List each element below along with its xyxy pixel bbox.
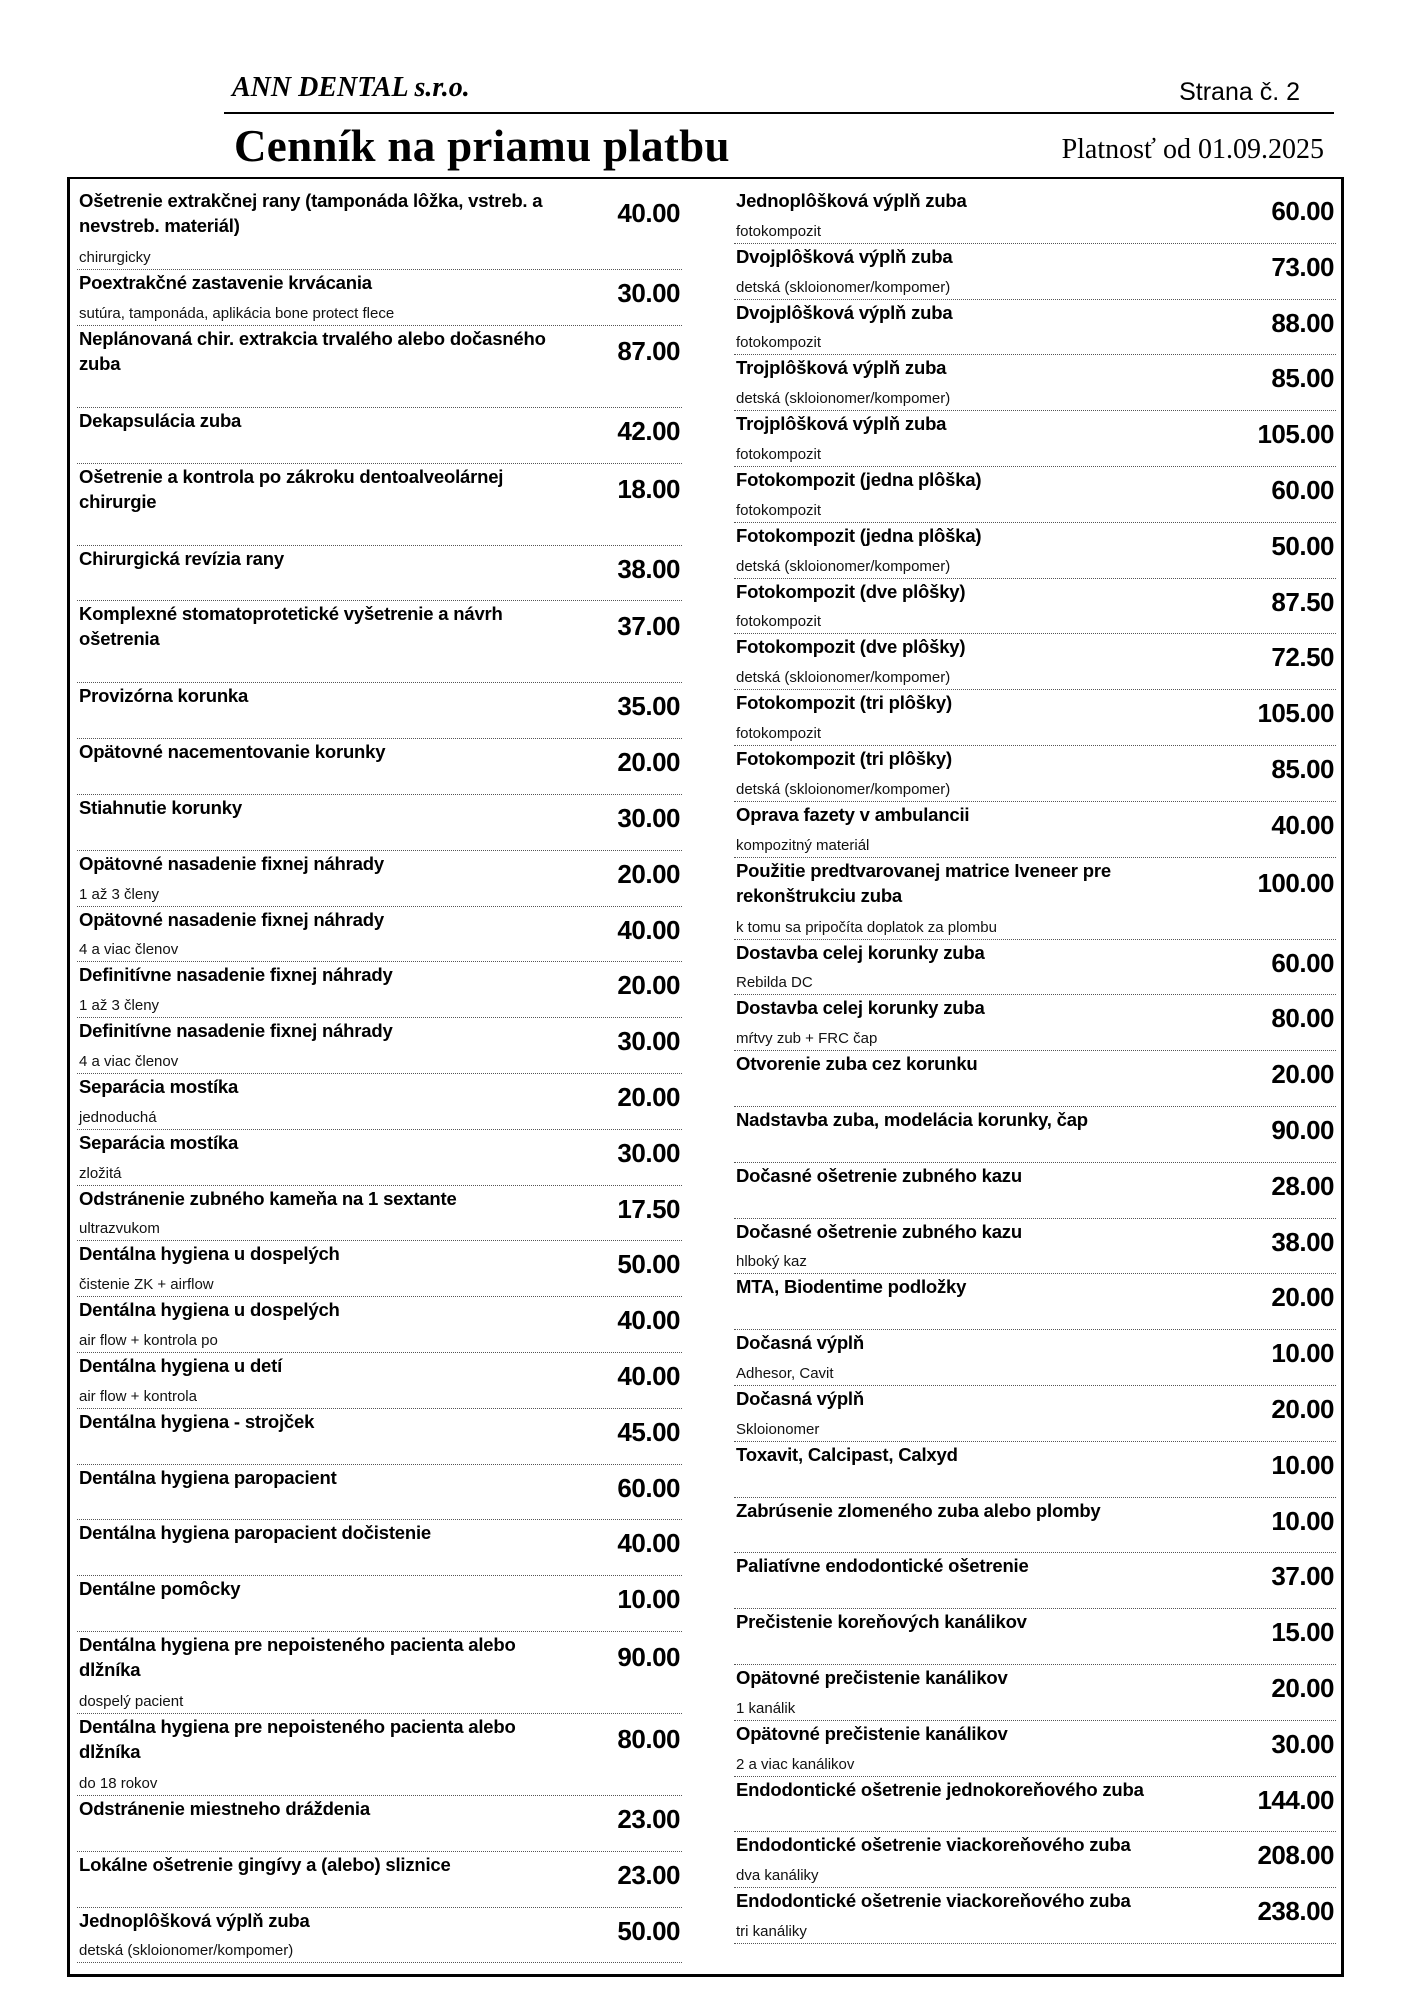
item-price: 73.00 [1271, 251, 1334, 282]
item-name: Fotokompozit (dve plôšky) [736, 636, 966, 658]
item-price: 50.00 [617, 1915, 680, 1946]
item-price: 17.50 [617, 1193, 680, 1224]
item-name: Jednoplôšková výplň zuba [79, 1909, 310, 1931]
item-price: 208.00 [1257, 1840, 1334, 1871]
item-price: 80.00 [1271, 1003, 1334, 1034]
price-item [77, 795, 682, 851]
price-item [734, 1721, 1336, 1777]
item-note: 4 a viac členov [79, 1052, 179, 1070]
price-item [734, 244, 1336, 300]
price-item [734, 1665, 1336, 1721]
item-price: 23.00 [617, 1803, 680, 1834]
item-price: 18.00 [617, 473, 680, 504]
item-note: tri kanáliky [736, 1922, 807, 1940]
item-name: Definitívne nasadenie fixnej náhrady [79, 964, 393, 986]
item-price: 20.00 [617, 858, 680, 889]
item-name: Ošetrenie extrakčnej rany (tamponáda lôžka, vstreb. a nevstreb. materiál) [79, 190, 543, 236]
item-price: 38.00 [617, 553, 680, 584]
item-name: Dentálna hygiena u dospelých [79, 1243, 340, 1265]
item-name: Neplánovaná chir. extrakcia trvalého alebo dočasného zuba [79, 327, 546, 374]
item-note: hlboký kaz [736, 1253, 807, 1271]
item-price: 40.00 [1271, 809, 1334, 840]
page-title: Cenník na priamu platbu [234, 121, 730, 171]
item-name: Endodontické ošetrenie viackoreňového zuba [736, 1834, 1131, 1856]
item-price: 10.00 [1271, 1338, 1334, 1369]
item-note: fotokompozit [736, 724, 822, 742]
item-note: detská (skloionomer/kompomer) [736, 390, 951, 408]
item-note: ultrazvukom [79, 1220, 160, 1238]
item-name: Poextrakčné zastavenie krvácania [79, 272, 372, 293]
item-price: 100.00 [1257, 867, 1334, 898]
price-item [734, 1609, 1336, 1665]
item-note: čistenie ZK + airflow [79, 1276, 214, 1294]
item-price: 144.00 [1257, 1784, 1334, 1815]
item-price: 50.00 [1271, 530, 1334, 561]
item-price: 10.00 [1271, 1505, 1334, 1536]
item-name: Endodontické ošetrenie jednokoreňového zuba [736, 1778, 1144, 1800]
item-price: 80.00 [617, 1723, 680, 1754]
item-price: 85.00 [1271, 753, 1334, 784]
price-item [734, 1777, 1336, 1833]
item-price: 40.00 [617, 1528, 680, 1559]
item-name: Dentálna hygiena - strojček [79, 1410, 315, 1432]
item-name: Dočasná výplň [736, 1332, 864, 1354]
price-item [734, 1219, 1336, 1275]
item-name: Fotokompozit (dve plôšky) [736, 580, 966, 602]
item-name: Toxavit, Calcipast, Calxyd [736, 1443, 958, 1465]
price-item [734, 1163, 1336, 1219]
item-name: Prečistenie koreňových kanálikov [736, 1611, 1027, 1633]
item-name: Otvorenie zuba cez korunku [736, 1053, 978, 1075]
item-name: Odstránenie zubného kameňa na 1 sextante [79, 1187, 457, 1209]
item-name: Opätovné nasadenie fixnej náhrady [79, 852, 384, 874]
item-note: 4 a viac členov [79, 941, 179, 959]
price-item [77, 1796, 682, 1852]
item-price: 20.00 [1271, 1672, 1334, 1703]
item-name: Dočasná výplň [736, 1387, 864, 1409]
item-price: 42.00 [617, 415, 680, 446]
item-note: k tomu sa pripočíta doplatok za plombu [736, 918, 997, 936]
item-price: 85.00 [1271, 363, 1334, 394]
item-name: Dentálna hygiena u dospelých [79, 1299, 340, 1321]
price-item [734, 940, 1336, 996]
price-item [734, 188, 1336, 244]
item-note: 1 až 3 členy [79, 885, 160, 903]
price-item [77, 1520, 682, 1576]
item-name: Dentálna hygiena pre nepoisteného pacienta alebo dlžníka [79, 1633, 516, 1680]
price-item [734, 579, 1336, 635]
item-name: Opätovné prečistenie kanálikov [736, 1722, 1008, 1744]
item-price: 40.00 [617, 914, 680, 945]
item-price: 37.00 [1271, 1561, 1334, 1592]
item-note: fotokompozit [736, 334, 822, 352]
item-price: 90.00 [1271, 1114, 1334, 1145]
item-price: 45.00 [617, 1416, 680, 1447]
item-name: Fotokompozit (tri plôšky) [736, 747, 952, 769]
item-name: Nadstavba zuba, modelácia korunky, čap [736, 1108, 1088, 1130]
price-item [77, 1632, 682, 1714]
price-item [734, 802, 1336, 858]
item-note: do 18 rokov [79, 1774, 158, 1792]
price-item [734, 1107, 1336, 1163]
price-item [77, 1465, 682, 1521]
item-name: Dentálna hygiena paropacient dočistenie [79, 1522, 432, 1544]
item-price: 10.00 [617, 1584, 680, 1615]
item-note: air flow + kontrola [79, 1387, 197, 1405]
item-note: fotokompozit [736, 222, 822, 240]
item-name: Lokálne ošetrenie gingívy a (alebo) sliznice [79, 1853, 451, 1875]
price-item [734, 1442, 1336, 1498]
price-item [77, 907, 682, 963]
item-note: dospelý pacient [79, 1692, 184, 1710]
item-price: 20.00 [1271, 1282, 1334, 1313]
price-item [734, 467, 1336, 523]
item-name: Dentálne pomôcky [79, 1578, 241, 1600]
price-list-left-column [77, 188, 682, 1963]
item-price: 10.00 [1271, 1449, 1334, 1480]
item-price: 40.00 [617, 1305, 680, 1336]
item-note: fotokompozit [736, 501, 822, 519]
price-item [77, 188, 682, 270]
price-item [77, 1074, 682, 1130]
item-name: Dentálna hygiena paropacient [79, 1466, 337, 1488]
item-name: Paliatívne endodontické ošetrenie [736, 1555, 1029, 1577]
price-item [734, 1553, 1336, 1609]
price-item [77, 851, 682, 907]
item-name: Opätovné prečistenie kanálikov [736, 1666, 1008, 1688]
price-item [734, 858, 1336, 940]
price-item [77, 1018, 682, 1074]
price-item [734, 1888, 1336, 1944]
item-note: sutúra, tamponáda, aplikácia bone protect flece [79, 304, 395, 322]
item-name: Dentálna hygiena u detí [79, 1354, 283, 1376]
price-item [77, 1576, 682, 1632]
price-item [734, 746, 1336, 802]
price-item [77, 408, 682, 464]
price-item [77, 683, 682, 739]
price-item [77, 546, 682, 602]
item-name: Endodontické ošetrenie viackoreňového zuba [736, 1890, 1131, 1912]
item-price: 87.00 [617, 335, 680, 366]
item-note: 2 a viac kanálikov [736, 1755, 855, 1773]
price-item [734, 1498, 1336, 1554]
item-price: 72.50 [1271, 642, 1334, 673]
item-price: 30.00 [1271, 1728, 1334, 1759]
item-name: Fotokompozit (tri plôšky) [736, 692, 952, 714]
item-note: fotokompozit [736, 613, 822, 631]
price-item [77, 1186, 682, 1242]
item-note: detská (skloionomer/kompomer) [736, 780, 951, 798]
item-name: Opätovné nacementovanie korunky [79, 741, 386, 763]
price-item [77, 1409, 682, 1465]
item-price: 37.00 [617, 611, 680, 642]
item-price: 30.00 [617, 1137, 680, 1168]
item-price: 20.00 [1271, 1059, 1334, 1090]
price-item [734, 1330, 1336, 1386]
item-name: Dočasné ošetrenie zubného kazu [736, 1164, 1022, 1186]
item-price: 60.00 [1271, 474, 1334, 505]
price-item [734, 690, 1336, 746]
item-name: Komplexné stomatoprotetické vyšetrenie a návrh ošetrenia [79, 603, 503, 650]
item-name: Dočasné ošetrenie zubného kazu [736, 1220, 1022, 1242]
price-item [77, 1908, 682, 1964]
price-item [734, 355, 1336, 411]
validity-date: Platnosť od 01.09.2025 [1061, 134, 1324, 165]
item-name: Zabrúsenie zlomeného zuba alebo plomby [736, 1499, 1101, 1521]
item-note: detská (skloionomer/kompomer) [79, 1942, 294, 1960]
item-note: Rebilda DC [736, 974, 813, 992]
item-name: Fotokompozit (jedna plôška) [736, 468, 982, 490]
item-note: detská (skloionomer/kompomer) [736, 669, 951, 687]
item-price: 105.00 [1257, 419, 1334, 450]
item-price: 60.00 [1271, 196, 1334, 226]
price-item [77, 1714, 682, 1796]
item-name: Trojplôšková výplň zuba [736, 413, 947, 435]
price-item [734, 1051, 1336, 1107]
item-price: 30.00 [617, 802, 680, 833]
item-price: 40.00 [617, 1360, 680, 1391]
item-note: detská (skloionomer/kompomer) [736, 278, 951, 296]
item-note: jednoduchá [79, 1108, 157, 1126]
item-note: 1 až 3 členy [79, 997, 160, 1015]
item-price: 87.50 [1271, 586, 1334, 617]
item-note: Skloionomer [736, 1420, 820, 1438]
price-item [77, 1130, 682, 1186]
price-item [77, 270, 682, 326]
price-item [734, 1274, 1336, 1330]
item-price: 23.00 [617, 1859, 680, 1890]
item-note: air flow + kontrola po [79, 1331, 218, 1349]
item-note: fotokompozit [736, 445, 822, 463]
item-price: 20.00 [617, 970, 680, 1001]
item-price: 105.00 [1257, 698, 1334, 729]
price-item [77, 601, 682, 683]
item-price: 90.00 [617, 1641, 680, 1672]
item-name: Stiahnutie korunky [79, 796, 242, 818]
item-price: 88.00 [1271, 307, 1334, 338]
item-price: 35.00 [617, 691, 680, 722]
item-price: 15.00 [1271, 1617, 1334, 1648]
item-note: chirurgicky [79, 249, 151, 266]
price-item [77, 1852, 682, 1908]
page-number: Strana č. 2 [1179, 78, 1300, 106]
price-item [77, 1297, 682, 1353]
item-name: Oprava fazety v ambulancii [736, 803, 970, 825]
item-price: 238.00 [1257, 1896, 1334, 1927]
item-name: Separácia mostíka [79, 1131, 239, 1153]
price-item [77, 464, 682, 546]
price-list-right-column [734, 188, 1336, 1944]
item-name: Dvojplôšková výplň zuba [736, 245, 953, 267]
item-name: Jednoplôšková výplň zuba [736, 190, 967, 211]
item-note: Adhesor, Cavit [736, 1364, 834, 1382]
item-note: kompozitný materiál [736, 836, 870, 854]
item-price: 60.00 [1271, 947, 1334, 978]
item-note: dva kanáliky [736, 1867, 819, 1885]
header-rule [224, 112, 1334, 114]
price-item [77, 962, 682, 1018]
price-item [734, 995, 1336, 1051]
company-name: ANN DENTAL s.r.o. [232, 72, 470, 103]
item-price: 30.00 [617, 1026, 680, 1057]
item-name: Chirurgická revízia rany [79, 547, 284, 569]
item-name: Dvojplôšková výplň zuba [736, 301, 953, 323]
item-name: MTA, Biodentime podložky [736, 1276, 967, 1298]
item-price: 30.00 [617, 278, 680, 308]
item-name: Opätovné nasadenie fixnej náhrady [79, 908, 384, 930]
item-name: Dostavba celej korunky zuba [736, 997, 985, 1019]
item-name: Odstránenie miestneho dráždenia [79, 1797, 370, 1819]
item-price: 28.00 [1271, 1170, 1334, 1201]
price-item [734, 523, 1336, 579]
item-note: zložitá [79, 1164, 122, 1182]
item-name: Separácia mostíka [79, 1075, 239, 1097]
price-item [77, 1353, 682, 1409]
item-name: Použitie predtvarovanej matrice Iveneer pre rekonštrukciu zuba [736, 859, 1111, 906]
item-price: 20.00 [617, 1081, 680, 1112]
item-price: 20.00 [617, 747, 680, 778]
item-note: 1 kanálik [736, 1699, 796, 1717]
price-item [77, 1241, 682, 1297]
price-item [77, 739, 682, 795]
item-price: 20.00 [1271, 1393, 1334, 1424]
item-name: Fotokompozit (jedna plôška) [736, 524, 982, 546]
item-price: 38.00 [1271, 1226, 1334, 1257]
item-note: detská (skloionomer/kompomer) [736, 557, 951, 575]
price-item [734, 411, 1336, 467]
item-price: 40.00 [617, 198, 680, 228]
price-item [734, 300, 1336, 356]
item-name: Dentálna hygiena pre nepoisteného pacienta alebo dlžníka [79, 1715, 516, 1762]
item-name: Ošetrenie a kontrola po zákroku dentoalveolárnej chirurgie [79, 465, 504, 512]
item-price: 50.00 [617, 1249, 680, 1280]
item-name: Definitívne nasadenie fixnej náhrady [79, 1020, 393, 1042]
price-item [734, 1386, 1336, 1442]
price-item [77, 326, 682, 408]
item-name: Dostavba celej korunky zuba [736, 941, 985, 963]
item-name: Dekapsulácia zuba [79, 409, 242, 431]
item-name: Provizórna korunka [79, 685, 249, 707]
price-item [734, 1832, 1336, 1888]
item-price: 60.00 [617, 1472, 680, 1503]
item-note: mŕtvy zub + FRC čap [736, 1030, 878, 1048]
item-name: Trojplôšková výplň zuba [736, 357, 947, 379]
price-item [734, 634, 1336, 690]
